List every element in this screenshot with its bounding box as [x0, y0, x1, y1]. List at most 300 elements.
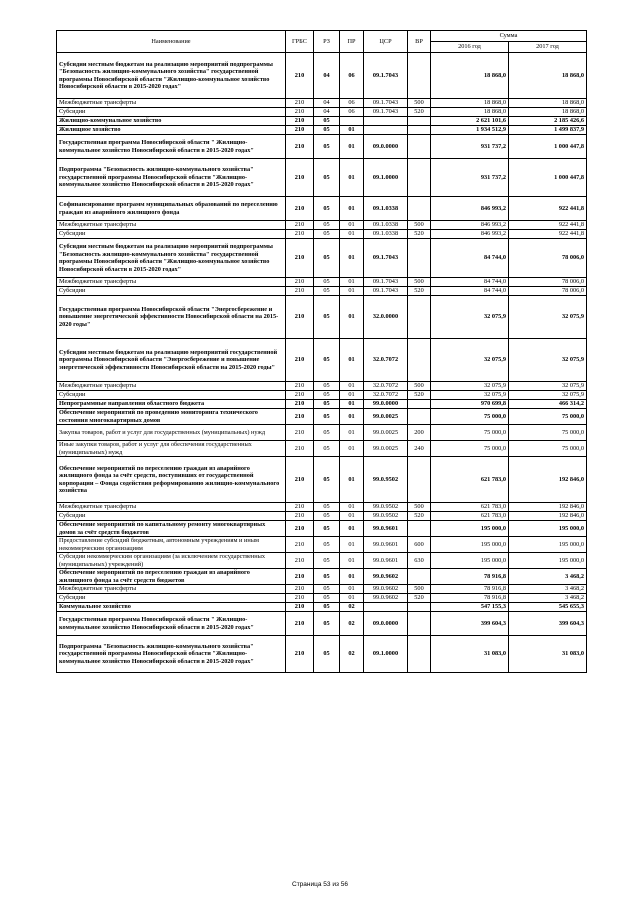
- row-name: Закупка товаров, работ и услуг для государственных (муниципальных) нужд: [57, 425, 286, 441]
- row-vr: 500: [408, 99, 431, 108]
- table-row: [57, 53, 587, 99]
- row-name: Государственная программа Новосибирской области "Энергосбережение и повышение энергетической эффективности Новосибирской области на 2015- 2020 годы": [57, 296, 286, 339]
- row-vr: 630: [408, 553, 431, 569]
- row-csr: 09.0.0000: [364, 612, 408, 636]
- row-rz: 05: [314, 400, 340, 409]
- header-vr: ВР: [408, 31, 431, 53]
- row-vr: [408, 296, 431, 339]
- row-vr: [408, 603, 431, 612]
- row-rz: 05: [314, 287, 340, 296]
- row-rz: 05: [314, 537, 340, 553]
- row-year-2017: 1 499 837,9: [509, 126, 587, 135]
- table-row: [57, 569, 587, 585]
- row-name: Предоставление субсидий бюджетным, автономным учреждениям и иным некоммерческим организациям: [57, 537, 286, 553]
- row-csr: 32.0.7072: [364, 339, 408, 382]
- table-body: [57, 53, 587, 673]
- row-year-2016: 31 083,0: [431, 636, 509, 673]
- row-csr: 09.1.7043: [364, 53, 408, 99]
- row-rz: 05: [314, 503, 340, 512]
- table-row: [57, 197, 587, 221]
- row-name: Субсидии местным бюджетам на реализацию мероприятий государственной программы Новосибирской области "Энергосбережение и повышение энергетической эффективности Новосибирской области на 2015-2020 годы": [57, 339, 286, 382]
- row-name: Субсидии местным бюджетам на реализацию мероприятий подпрограммы "Безопасность жилищно-коммунального хозяйства" государственной программы Новосибирской области "Жилищно-коммунальное хозяйство Новосибирской области в 2015-2020 годах": [57, 53, 286, 99]
- row-rz: 05: [314, 339, 340, 382]
- row-csr: 09.1.0338: [364, 197, 408, 221]
- row-csr: 99.0.9502: [364, 457, 408, 503]
- row-year-2017: 32 075,9: [509, 339, 587, 382]
- row-rz: 04: [314, 53, 340, 99]
- row-pr: 01: [340, 287, 364, 296]
- table-row: [57, 537, 587, 553]
- row-csr: 09.1.0000: [364, 636, 408, 673]
- row-name: Государственная программа Новосибирской области " Жилищно-коммунальное хозяйство Новосибирской области в 2015-2020 годах": [57, 612, 286, 636]
- row-name: Обеспечение мероприятий по переселению граждан из аварийного жилищного фонда за счёт средств бюджетов: [57, 569, 286, 585]
- row-grbs: 210: [286, 521, 314, 537]
- row-year-2016: 1 934 512,9: [431, 126, 509, 135]
- row-name: Непрограммные направления областного бюджета: [57, 400, 286, 409]
- row-csr: 99.0.0025: [364, 409, 408, 425]
- row-rz: 05: [314, 135, 340, 159]
- row-pr: 01: [340, 135, 364, 159]
- row-rz: 05: [314, 521, 340, 537]
- row-vr: 600: [408, 537, 431, 553]
- row-pr: 01: [340, 296, 364, 339]
- table-row: [57, 585, 587, 594]
- row-pr: 01: [340, 391, 364, 400]
- row-name: Межбюджетные трансферты: [57, 585, 286, 594]
- row-rz: 05: [314, 278, 340, 287]
- row-vr: [408, 159, 431, 197]
- row-name: Межбюджетные трансферты: [57, 503, 286, 512]
- row-pr: 01: [340, 425, 364, 441]
- row-grbs: 210: [286, 569, 314, 585]
- row-vr: [408, 521, 431, 537]
- table-row: [57, 278, 587, 287]
- header-grbs: ГРБС: [286, 31, 314, 53]
- header-sum: Сумма: [431, 31, 587, 42]
- row-csr: 99.0.9502: [364, 512, 408, 521]
- row-rz: 05: [314, 569, 340, 585]
- row-grbs: 210: [286, 409, 314, 425]
- row-csr: 99.0.0000: [364, 400, 408, 409]
- row-grbs: 210: [286, 636, 314, 673]
- row-rz: 05: [314, 391, 340, 400]
- row-csr: 09.1.7043: [364, 108, 408, 117]
- row-year-2017: 922 441,8: [509, 230, 587, 239]
- row-year-2016: 195 000,0: [431, 553, 509, 569]
- table-row: [57, 339, 587, 382]
- row-vr: [408, 339, 431, 382]
- row-vr: [408, 636, 431, 673]
- row-name: Межбюджетные трансферты: [57, 278, 286, 287]
- row-grbs: 210: [286, 425, 314, 441]
- row-rz: 05: [314, 159, 340, 197]
- row-name: Субсидии: [57, 594, 286, 603]
- row-vr: [408, 612, 431, 636]
- table-row: [57, 553, 587, 569]
- row-grbs: 210: [286, 159, 314, 197]
- row-csr: 32.0.7072: [364, 391, 408, 400]
- table-row: [57, 296, 587, 339]
- row-pr: 01: [340, 400, 364, 409]
- table-row: [57, 221, 587, 230]
- row-grbs: 210: [286, 537, 314, 553]
- row-csr: 32.0.0000: [364, 296, 408, 339]
- row-name: Субсидии местным бюджетам на реализацию мероприятий подпрограммы "Безопасность жилищно-коммунального хозяйства" государственной программы Новосибирской области "Жилищно-коммунальное хозяйство Новосибирской области в 2015-2020 годах": [57, 239, 286, 278]
- budget-sheet: [56, 30, 586, 673]
- row-year-2016: 547 155,3: [431, 603, 509, 612]
- row-vr: 500: [408, 221, 431, 230]
- row-year-2016: 18 868,0: [431, 108, 509, 117]
- row-year-2017: 31 083,0: [509, 636, 587, 673]
- row-csr: 09.0.0000: [364, 135, 408, 159]
- header-rz: РЗ: [314, 31, 340, 53]
- row-grbs: 210: [286, 503, 314, 512]
- row-year-2017: 195 000,0: [509, 553, 587, 569]
- row-year-2017: 192 846,0: [509, 503, 587, 512]
- row-year-2017: 922 441,8: [509, 197, 587, 221]
- row-year-2016: 931 737,2: [431, 135, 509, 159]
- row-year-2016: 32 075,9: [431, 296, 509, 339]
- row-year-2016: 84 744,0: [431, 287, 509, 296]
- row-year-2016: 78 916,8: [431, 594, 509, 603]
- row-pr: 01: [340, 339, 364, 382]
- table-row: [57, 239, 587, 278]
- row-pr: 01: [340, 278, 364, 287]
- row-year-2017: 75 000,0: [509, 441, 587, 457]
- row-vr: [408, 126, 431, 135]
- row-name: Межбюджетные трансферты: [57, 221, 286, 230]
- row-name: Субсидии некоммерческим организациям (за исключением государственных (муниципальных) учреждений): [57, 553, 286, 569]
- row-year-2016: 18 868,0: [431, 99, 509, 108]
- row-grbs: 210: [286, 457, 314, 503]
- row-year-2017: 922 441,8: [509, 221, 587, 230]
- table-row: [57, 441, 587, 457]
- row-rz: 05: [314, 553, 340, 569]
- row-name: Обеспечение мероприятий по переселению граждан из аварийного жилищного фонда за счёт средств, поступивших от государственной корпорации – Фонда содействия реформированию жилищно-коммунального хозяйства: [57, 457, 286, 503]
- row-csr: 09.1.7043: [364, 287, 408, 296]
- table-row: [57, 230, 587, 239]
- table-row: [57, 135, 587, 159]
- row-year-2016: 84 744,0: [431, 239, 509, 278]
- row-csr: 09.1.0000: [364, 159, 408, 197]
- row-pr: 01: [340, 126, 364, 135]
- row-grbs: 210: [286, 135, 314, 159]
- row-year-2016: 18 868,0: [431, 53, 509, 99]
- table-row: [57, 612, 587, 636]
- row-vr: 520: [408, 108, 431, 117]
- table-row: [57, 503, 587, 512]
- row-csr: 99.0.9602: [364, 594, 408, 603]
- row-pr: 01: [340, 159, 364, 197]
- row-vr: [408, 135, 431, 159]
- row-year-2017: 32 075,9: [509, 382, 587, 391]
- header-name: Наименование: [57, 31, 286, 53]
- row-vr: 500: [408, 585, 431, 594]
- row-csr: 99.0.9601: [364, 553, 408, 569]
- row-vr: 500: [408, 278, 431, 287]
- page-number: Страница 53 из 56: [292, 881, 348, 888]
- row-year-2017: 195 000,0: [509, 521, 587, 537]
- row-name: Обеспечение мероприятий по проведению мониторинга технического состояния многоквартирных домов: [57, 409, 286, 425]
- row-grbs: 210: [286, 53, 314, 99]
- row-vr: [408, 569, 431, 585]
- row-vr: [408, 117, 431, 126]
- row-rz: 05: [314, 603, 340, 612]
- table-row: [57, 391, 587, 400]
- row-year-2016: 846 993,2: [431, 197, 509, 221]
- row-year-2016: 970 699,8: [431, 400, 509, 409]
- row-csr: 09.1.0338: [364, 221, 408, 230]
- row-year-2016: 621 783,0: [431, 512, 509, 521]
- row-csr: 99.0.9502: [364, 503, 408, 512]
- table-row: [57, 512, 587, 521]
- row-vr: 520: [408, 391, 431, 400]
- row-pr: 01: [340, 197, 364, 221]
- row-csr: 99.0.9601: [364, 521, 408, 537]
- row-year-2017: 18 868,0: [509, 108, 587, 117]
- row-year-2017: 2 185 426,6: [509, 117, 587, 126]
- row-grbs: 210: [286, 239, 314, 278]
- row-year-2017: 78 006,0: [509, 239, 587, 278]
- row-rz: 05: [314, 221, 340, 230]
- row-year-2016: 846 993,2: [431, 230, 509, 239]
- row-name: Обеспечение мероприятий по капитальному ремонту многоквартирных домов за счёт средств бюджетов: [57, 521, 286, 537]
- row-year-2016: 931 737,2: [431, 159, 509, 197]
- row-rz: 05: [314, 512, 340, 521]
- row-name: Софинансирование программ муниципальных образований по переселению граждан из аварийного жилищного фонда: [57, 197, 286, 221]
- row-year-2017: 78 006,0: [509, 287, 587, 296]
- row-rz: 04: [314, 108, 340, 117]
- table-row: [57, 636, 587, 673]
- row-year-2016: 195 000,0: [431, 521, 509, 537]
- row-grbs: 210: [286, 553, 314, 569]
- row-pr: 01: [340, 239, 364, 278]
- row-csr: 09.1.7043: [364, 278, 408, 287]
- row-year-2017: 192 846,0: [509, 457, 587, 503]
- row-year-2016: 2 621 101,6: [431, 117, 509, 126]
- row-year-2016: 78 916,8: [431, 585, 509, 594]
- row-csr: 99.0.0025: [364, 425, 408, 441]
- row-pr: 01: [340, 521, 364, 537]
- header-csr: ЦСР: [364, 31, 408, 53]
- table-row: [57, 521, 587, 537]
- row-grbs: 210: [286, 585, 314, 594]
- row-pr: 01: [340, 512, 364, 521]
- table-row: [57, 603, 587, 612]
- row-pr: 01: [340, 382, 364, 391]
- row-rz: 05: [314, 441, 340, 457]
- row-vr: 520: [408, 230, 431, 239]
- row-vr: [408, 409, 431, 425]
- table-row: [57, 108, 587, 117]
- row-rz: 05: [314, 612, 340, 636]
- table-row: [57, 409, 587, 425]
- row-rz: 05: [314, 296, 340, 339]
- row-name: Межбюджетные трансферты: [57, 382, 286, 391]
- row-name: Государственная программа Новосибирской области " Жилищно-коммунальное хозяйство Новосибирской области в 2015-2020 годах": [57, 135, 286, 159]
- row-year-2016: 846 993,2: [431, 221, 509, 230]
- row-vr: 520: [408, 287, 431, 296]
- table-row: [57, 126, 587, 135]
- row-year-2016: 32 075,9: [431, 382, 509, 391]
- row-pr: 02: [340, 603, 364, 612]
- row-year-2016: 84 744,0: [431, 278, 509, 287]
- row-pr: 01: [340, 569, 364, 585]
- row-pr: 06: [340, 99, 364, 108]
- row-name: Жилищное хозяйство: [57, 126, 286, 135]
- row-grbs: 210: [286, 221, 314, 230]
- row-vr: [408, 53, 431, 99]
- row-vr: [408, 197, 431, 221]
- row-name: Подпрограмма "Безопасность жилищно-коммунального хозяйства" государственной программы Новосибирской области "Жилищно-коммунальное хозяйство Новосибирской области в 2015-2020 годах": [57, 636, 286, 673]
- row-pr: 02: [340, 636, 364, 673]
- row-pr: 06: [340, 108, 364, 117]
- row-name: Межбюджетные трансферты: [57, 99, 286, 108]
- row-rz: 05: [314, 636, 340, 673]
- row-name: Коммунальное хозяйство: [57, 603, 286, 612]
- row-vr: 240: [408, 441, 431, 457]
- header-2017: 2017 год: [509, 42, 587, 53]
- row-rz: 04: [314, 99, 340, 108]
- row-pr: 01: [340, 503, 364, 512]
- row-vr: [408, 239, 431, 278]
- row-name: Субсидии: [57, 230, 286, 239]
- row-pr: 01: [340, 553, 364, 569]
- row-year-2016: 621 783,0: [431, 503, 509, 512]
- row-rz: 05: [314, 230, 340, 239]
- row-grbs: 210: [286, 117, 314, 126]
- table-row: [57, 400, 587, 409]
- row-name: Субсидии: [57, 108, 286, 117]
- row-rz: 05: [314, 197, 340, 221]
- row-pr: 01: [340, 441, 364, 457]
- row-name: Иные закупки товаров, работ и услуг для обеспечения государственных (муниципальных) нужд: [57, 441, 286, 457]
- row-name: Субсидии: [57, 287, 286, 296]
- header-2016: 2016 год: [431, 42, 509, 53]
- row-year-2017: 3 468,2: [509, 594, 587, 603]
- row-csr: 09.1.7043: [364, 99, 408, 108]
- row-grbs: 210: [286, 603, 314, 612]
- row-year-2017: 78 006,0: [509, 278, 587, 287]
- row-name: Субсидии: [57, 512, 286, 521]
- row-csr: [364, 126, 408, 135]
- row-year-2017: 1 000 447,8: [509, 135, 587, 159]
- row-grbs: 210: [286, 339, 314, 382]
- row-pr: 01: [340, 585, 364, 594]
- table-row: [57, 99, 587, 108]
- row-vr: 520: [408, 594, 431, 603]
- row-grbs: 210: [286, 441, 314, 457]
- row-year-2016: 32 075,9: [431, 339, 509, 382]
- row-year-2017: 32 075,9: [509, 296, 587, 339]
- row-pr: 01: [340, 221, 364, 230]
- row-csr: 09.1.7043: [364, 239, 408, 278]
- row-rz: 05: [314, 457, 340, 503]
- row-year-2016: 32 075,9: [431, 391, 509, 400]
- table-row: [57, 159, 587, 197]
- row-grbs: 210: [286, 400, 314, 409]
- row-grbs: 210: [286, 296, 314, 339]
- row-rz: 05: [314, 409, 340, 425]
- row-csr: [364, 117, 408, 126]
- row-grbs: 210: [286, 197, 314, 221]
- table-row: [57, 287, 587, 296]
- row-pr: 01: [340, 230, 364, 239]
- row-grbs: 210: [286, 287, 314, 296]
- row-rz: 05: [314, 425, 340, 441]
- row-rz: 05: [314, 382, 340, 391]
- row-rz: 05: [314, 126, 340, 135]
- row-csr: 99.0.0025: [364, 441, 408, 457]
- row-name: Жилищно-коммунальное хозяйство: [57, 117, 286, 126]
- row-pr: 01: [340, 594, 364, 603]
- row-year-2016: 621 783,0: [431, 457, 509, 503]
- budget-table: [56, 30, 587, 673]
- row-year-2017: 399 604,3: [509, 612, 587, 636]
- row-csr: 32.0.7072: [364, 382, 408, 391]
- row-vr: 500: [408, 503, 431, 512]
- row-rz: 05: [314, 585, 340, 594]
- row-csr: 99.0.9602: [364, 569, 408, 585]
- row-year-2017: 192 846,0: [509, 512, 587, 521]
- row-grbs: 210: [286, 99, 314, 108]
- row-name: Подпрограмма "Безопасность жилищно-коммунального хозяйства" государственной программы Новосибирской области "Жилищно-коммунальное хозяйство Новосибирской области в 2015-2020 годах": [57, 159, 286, 197]
- row-grbs: 210: [286, 108, 314, 117]
- header-pr: ПР: [340, 31, 364, 53]
- row-vr: 520: [408, 512, 431, 521]
- row-grbs: 210: [286, 594, 314, 603]
- row-year-2016: 399 604,3: [431, 612, 509, 636]
- row-vr: [408, 400, 431, 409]
- row-year-2017: 195 000,0: [509, 537, 587, 553]
- row-pr: [340, 117, 364, 126]
- row-year-2016: 195 000,0: [431, 537, 509, 553]
- row-csr: 09.1.0338: [364, 230, 408, 239]
- row-csr: 99.0.9602: [364, 585, 408, 594]
- row-year-2017: 466 314,2: [509, 400, 587, 409]
- table-row: [57, 382, 587, 391]
- row-year-2017: 3 468,2: [509, 569, 587, 585]
- row-year-2017: 75 000,0: [509, 425, 587, 441]
- row-vr: 200: [408, 425, 431, 441]
- row-grbs: 210: [286, 230, 314, 239]
- row-pr: 01: [340, 457, 364, 503]
- table-row: [57, 425, 587, 441]
- table-row: [57, 594, 587, 603]
- row-rz: 05: [314, 594, 340, 603]
- row-vr: [408, 457, 431, 503]
- row-rz: 05: [314, 117, 340, 126]
- row-year-2017: 1 000 447,8: [509, 159, 587, 197]
- row-grbs: 210: [286, 612, 314, 636]
- row-year-2016: 78 916,8: [431, 569, 509, 585]
- row-pr: 01: [340, 409, 364, 425]
- row-grbs: 210: [286, 382, 314, 391]
- row-csr: 99.0.9601: [364, 537, 408, 553]
- row-vr: 500: [408, 382, 431, 391]
- row-rz: 05: [314, 239, 340, 278]
- table-row: [57, 117, 587, 126]
- row-name: Субсидии: [57, 391, 286, 400]
- row-year-2016: 75 000,0: [431, 409, 509, 425]
- row-year-2017: 18 868,0: [509, 99, 587, 108]
- row-year-2016: 75 000,0: [431, 441, 509, 457]
- row-grbs: 210: [286, 278, 314, 287]
- row-grbs: 210: [286, 126, 314, 135]
- row-grbs: 210: [286, 391, 314, 400]
- row-csr: [364, 603, 408, 612]
- row-pr: 01: [340, 537, 364, 553]
